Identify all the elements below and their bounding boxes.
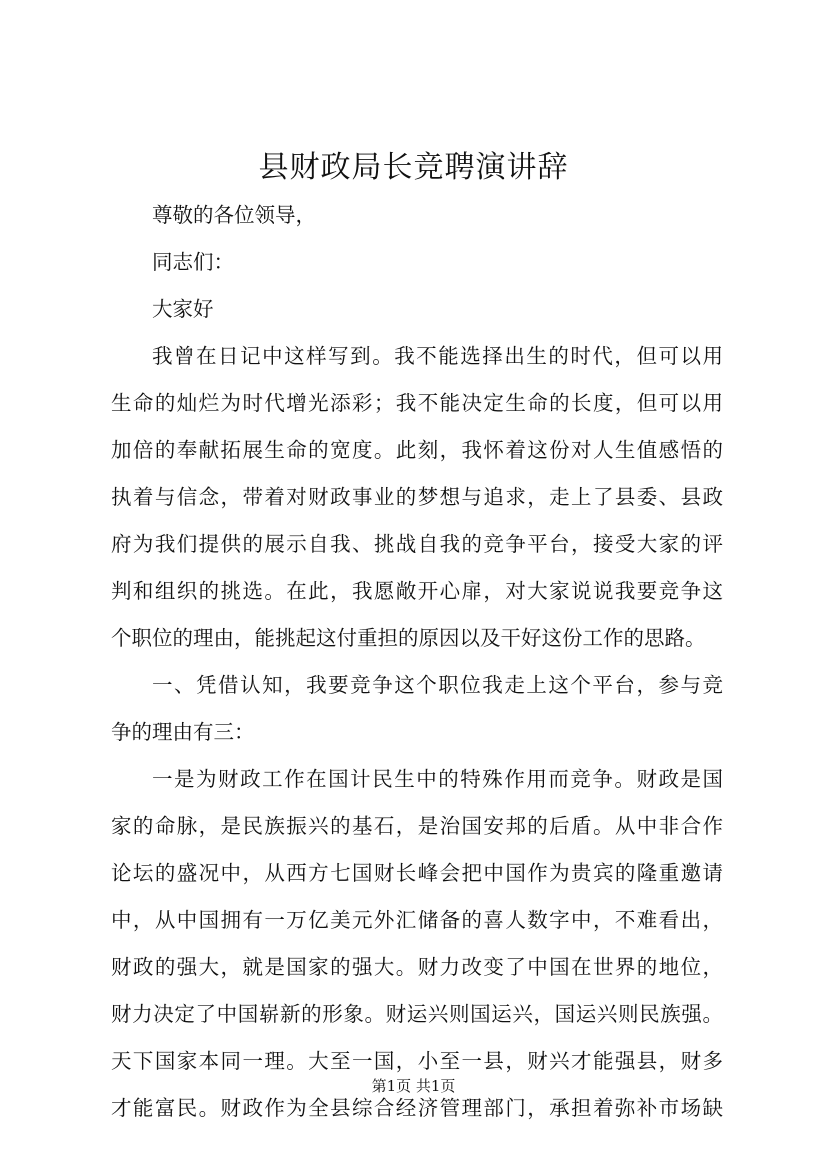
paragraph-line: 财力决定了中国崭新的形象。财运兴则国运兴，国运兴则民族强。 xyxy=(111,1002,723,1026)
paragraph-line: 判和组织的挑选。在此，我愿敞开心扉，对大家说说我要竞争这 xyxy=(111,579,723,603)
paragraph-line: 个职位的理由，能挑起这付重担的原因以及干好这份工作的思路。 xyxy=(111,626,706,650)
salutation-comrades: 同志们： xyxy=(152,250,234,274)
paragraph-line: 天下国家本同一理。大至一国，小至一县，财兴才能强县，财多 xyxy=(111,1049,723,1073)
paragraph-line: 生命的灿烂为时代增光添彩；我不能决定生命的长度，但可以用 xyxy=(111,391,723,415)
paragraph-line: 我曾在日记中这样写到。我不能选择出生的时代，但可以用 xyxy=(152,344,723,368)
paragraph-line: 加倍的奉献拓展生命的宽度。此刻，我怀着这份对人生值感悟的 xyxy=(111,438,723,462)
salutation-leaders: 尊敬的各位领导， xyxy=(152,203,316,227)
paragraph-line: 财政的强大，就是国家的强大。财力改变了中国在世界的地位， xyxy=(111,955,723,979)
section-heading-line: 一、凭借认知，我要竞争这个职位我走上这个平台，参与竞 xyxy=(152,673,723,697)
greeting: 大家好 xyxy=(152,297,214,321)
paragraph-line: 一是为财政工作在国计民生中的特殊作用而竞争。财政是国 xyxy=(152,767,723,791)
paragraph-line: 家的命脉，是民族振兴的基石，是治国安邦的后盾。从中非合作 xyxy=(111,814,723,838)
page-number-footer: 第1页 共1页 xyxy=(371,1077,456,1095)
paragraph-line: 府为我们提供的展示自我、挑战自我的竞争平台，接受大家的评 xyxy=(111,532,723,556)
document-title: 县财政局长竞聘演讲辞 xyxy=(258,150,569,185)
section-heading-line: 争的理由有三： xyxy=(111,720,255,744)
document-body xyxy=(111,192,723,1132)
paragraph-line: 才能富民。财政作为全县综合经济管理部门，承担着弥补市场缺 xyxy=(111,1096,723,1120)
paragraph-line: 论坛的盛况中，从西方七国财长峰会把中国作为贵宾的隆重邀请 xyxy=(111,861,723,885)
paragraph-line: 执着与信念，带着对财政事业的梦想与追求，走上了县委、县政 xyxy=(111,485,723,509)
paragraph-line: 中，从中国拥有一万亿美元外汇储备的喜人数字中，不难看出， xyxy=(111,908,723,932)
